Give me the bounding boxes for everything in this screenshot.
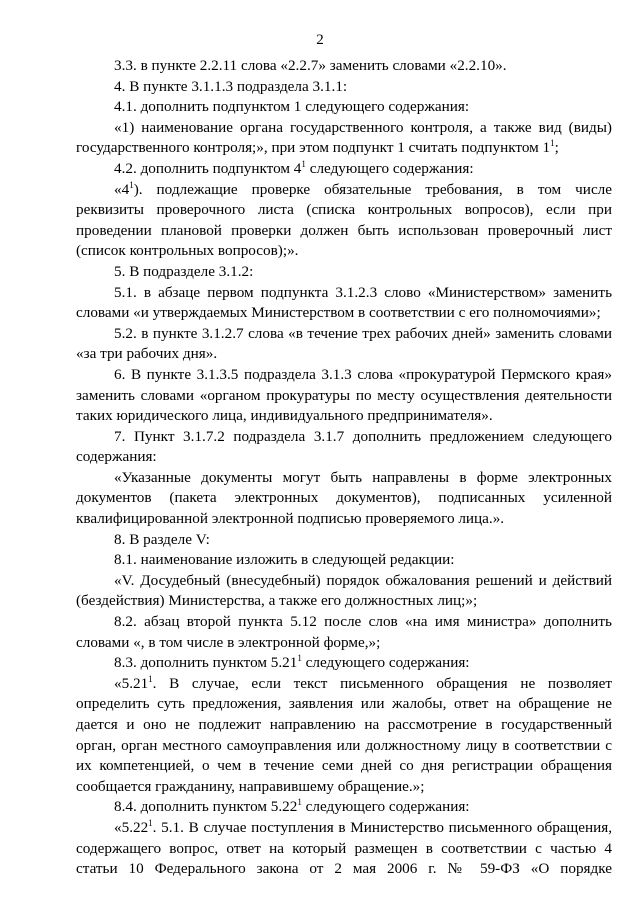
superscript: 1 [550, 138, 555, 149]
text-line [76, 674, 612, 695]
text-line [76, 324, 612, 345]
text-line [76, 159, 612, 180]
text-line [76, 488, 612, 509]
text-line [76, 571, 612, 592]
text-line [76, 262, 612, 283]
line-text-continued: следующего содержания: [301, 798, 470, 816]
text-line [76, 56, 612, 77]
text-line [76, 221, 612, 242]
line-text: их компетенцией, о чем в течение семи дней со дня регистрации обращения [76, 757, 612, 775]
text-line [76, 97, 612, 118]
text-line [76, 386, 612, 407]
line-text: 5. В подразделе 3.1.2: [114, 262, 254, 280]
line-text: «5.22 [114, 818, 149, 836]
line-text: определить суть предложения, заявления или жалобы, ответ на обращение не [76, 695, 612, 713]
line-text: 4.1. дополнить подпунктом 1 следующего содержания: [114, 98, 470, 116]
superscript: 1 [148, 673, 153, 684]
line-text-continued: . 5.1. В случае поступления в Министерство письменного обращения, [152, 818, 612, 836]
text-line [76, 283, 612, 304]
page-number: 2 [316, 32, 324, 48]
text-line [76, 447, 612, 468]
text-line [76, 365, 612, 386]
superscript: 1 [297, 653, 302, 664]
text-line [76, 509, 612, 530]
line-text: «5.21 [114, 674, 149, 692]
line-text: таких юридического лица, индивидуального предпринимателя». [76, 407, 493, 425]
line-text: реквизиты проверочного листа (списка контрольных вопросов), если при [76, 201, 612, 219]
line-text: 5.2. в пункте 3.1.2.7 слова «в течение трех рабочих дней» заменить словами [114, 324, 612, 342]
text-line [76, 715, 612, 736]
line-text: содержания: [76, 448, 157, 466]
line-text: содержащего вопрос, ответ на который размещен в соответствии с частью 4 [76, 839, 612, 857]
text-line [76, 633, 612, 654]
superscript: 1 [148, 817, 153, 828]
line-text: (список контрольных вопросов);». [76, 242, 299, 260]
line-text: 5.1. в абзаце первом подпункта 3.1.2.3 слово «Министерством» заменить [114, 283, 612, 301]
line-text: 7. Пункт 3.1.7.2 подраздела 3.1.7 дополнить предложением следующего [114, 427, 612, 445]
superscript: 1 [129, 179, 134, 190]
text-line [76, 344, 612, 365]
line-text-continued: следующего содержания: [305, 159, 474, 177]
text-line [76, 653, 612, 674]
text-line [76, 736, 612, 757]
text-line [76, 200, 612, 221]
text-line [76, 406, 612, 427]
line-text: государственного контроля;», при этом подпункт 1 считать подпунктом 1 [76, 139, 551, 157]
text-line [76, 777, 612, 798]
line-text: сообщается гражданину, направившему обращение.»; [76, 777, 425, 795]
line-text: 8. В разделе V: [114, 530, 210, 548]
line-text: «4 [114, 180, 130, 198]
text-line [76, 118, 612, 139]
line-text: статьи 10 Федерального закона от 2 мая 2006 г. № 59-ФЗ «О порядке [76, 860, 612, 878]
line-text: словами «, в том числе в электронной форме,»; [76, 633, 381, 651]
line-text: словами «и утверждаемых Министерством в соответствии с его полномочиями»; [76, 304, 601, 322]
line-text: «Указанные документы могут быть направлены в форме электронных [114, 468, 612, 486]
text-line [76, 859, 612, 880]
text-line [76, 427, 612, 448]
line-text: 8.4. дополнить пунктом 5.22 [114, 798, 298, 816]
line-text-continued: ; [554, 139, 559, 157]
text-line [76, 138, 612, 159]
text-line [76, 839, 612, 860]
text-line [76, 591, 612, 612]
line-text: 4. В пункте 3.1.1.3 подраздела 3.1.1: [114, 77, 348, 95]
line-text-continued: следующего содержания: [301, 654, 470, 672]
line-text: квалифицированной электронной подписью проверяемого лица.». [76, 510, 505, 528]
line-text: орган, орган местного самоуправления или должностному лицу в соответствии с [76, 736, 612, 754]
line-text: дается и оно не подлежит направлению на рассмотрение в государственный [76, 716, 612, 733]
text-line [76, 756, 612, 777]
superscript: 1 [301, 158, 306, 169]
line-text-continued: . В случае, если текст письменного обращения не позволяет [152, 674, 612, 692]
text-line [76, 303, 612, 324]
text-line [76, 530, 612, 551]
text-line [76, 612, 612, 633]
text-line [76, 468, 612, 489]
line-text: документов (пакета электронных документов), подписанных усиленной [76, 489, 612, 507]
line-text: проведении плановой проверки должен быть использован проверочный лист [76, 221, 612, 239]
text-line [76, 550, 612, 571]
line-text: 4.2. дополнить подпунктом 4 [114, 159, 302, 177]
line-text: 6. В пункте 3.1.3.5 подраздела 3.1.3 слова «прокуратурой Пермского края» [114, 365, 612, 383]
line-text: 3.3. в пункте 2.2.11 слова «2.2.7» заменить словами «2.2.10». [114, 57, 507, 74]
text-line [76, 241, 612, 262]
line-text-continued: ). подлежащие проверке обязательные требования, в том числе [133, 180, 612, 198]
text-line [76, 180, 612, 201]
document-body [76, 56, 612, 880]
line-text: заменить словами «органом прокуратуры по месту осуществления деятельности [76, 386, 612, 404]
line-text: «за три рабочих дня». [76, 345, 218, 363]
superscript: 1 [297, 797, 302, 808]
text-line [76, 797, 612, 818]
line-text: «V. Досудебный (внесудебный) порядок обжалования решений и действий [114, 571, 612, 589]
text-line [76, 694, 612, 715]
line-text: «1) наименование органа государственного контроля, а также вид (виды) [114, 118, 612, 136]
text-line [76, 818, 612, 839]
line-text: 8.2. абзац второй пункта 5.12 после слов «на имя министра» дополнить [114, 613, 612, 631]
text-line [76, 77, 612, 98]
line-text: 8.3. дополнить пунктом 5.21 [114, 654, 298, 672]
line-text: (бездействия) Министерства, а также его должностных лиц;»; [76, 592, 478, 610]
line-text: 8.1. наименование изложить в следующей редакции: [114, 551, 455, 569]
